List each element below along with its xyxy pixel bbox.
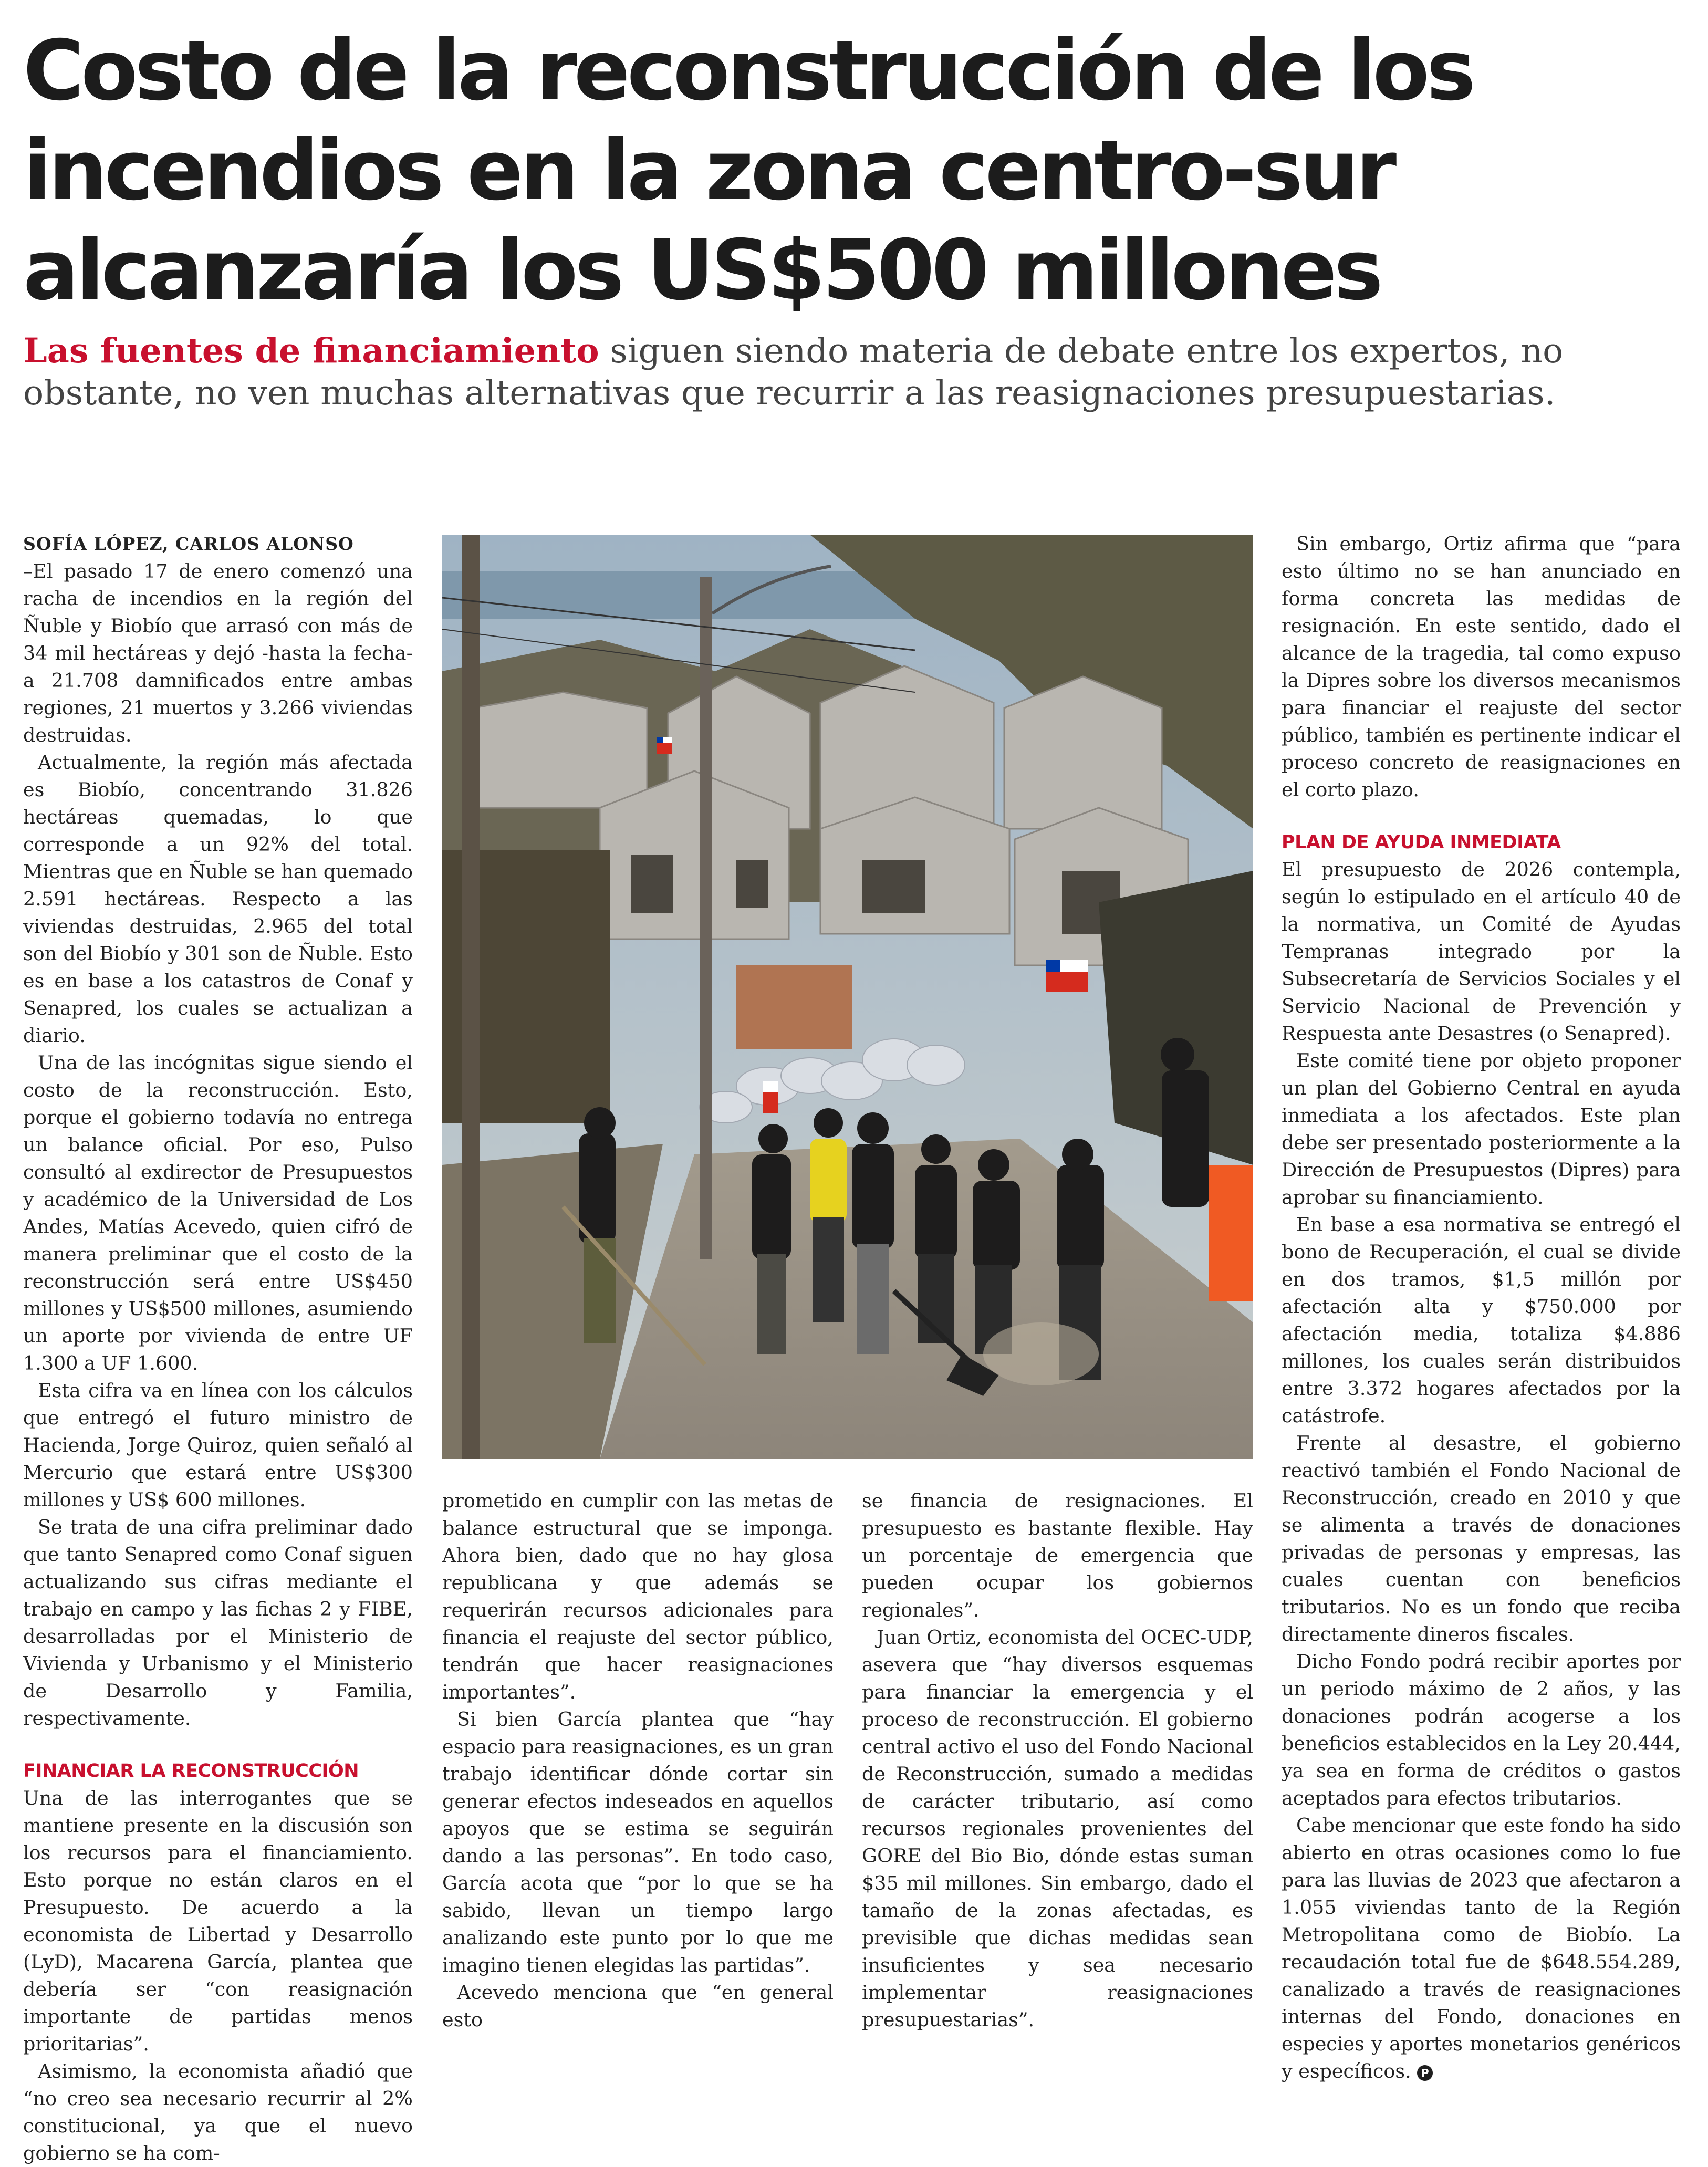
paragraph: Asimismo, la economista añadió que “no creo sea necesario recurrir al 2% constitucional, ya que el nuevo gobierno se ha com-	[23, 2060, 413, 2164]
paragraph: prometido en cumplir con las metas de balance estructural que se imponga. Ahora bien, dado que no hay glosa republicana y que además se requerirán recursos adicionales para financia el reajuste del sector público, tendrán que hacer reasignaciones importantes”.	[442, 1489, 834, 1703]
paragraph: Juan Ortiz, economista del OCEC-UDP, asevera que “hay diversos esquemas para financiar la emergencia y el proceso de reconstrucción. El gobierno central activo el uso del Fondo Nacional de Reconstrucción, sumado a medidas de carácter tributario, así como recursos regionales provenientes del GORE del Bio Bio, dónde estas suman $35 mil millones. Sin embargo, dado el tamaño de la zonas afectadas, es previsible que dichas medidas sean insuficientes y sea necesario implementar reasignaciones presupuestarias”.	[862, 1626, 1253, 2031]
paragraph: El presupuesto de 2026 contempla, según lo estipulado en el artículo 40 de la normativa, un Comité de Ayudas Tempranas integrado por la Subsecretaría de Servicios Sociales y el Servicio Nacional de Prevención y Respuesta ante Desastres (o Senapred).	[1282, 858, 1681, 1045]
paragraph-final-text: Cabe mencionar que este fondo ha sido abierto en otras ocasiones como lo fue para las lluvias de 2023 que afectaron a 1.055 viviendas tanto de la Región Metropolitana como de Biobío. La recaudación total fue de $648.554.289, canalizado a través de reasignaciones internas del Fondo, donaciones en especies y aportes monetarios genéricos y específicos.	[1282, 1814, 1681, 2082]
subhead-plan-ayuda: PLAN DE AYUDA INMEDIATA	[1282, 832, 1561, 853]
paragraph: Esta cifra va en línea con los cálculos que entregó el futuro ministro de Hacienda, Jorge Quiroz, quien señaló al Mercurio que estará entre US$300 millones y US$ 600 millones.	[23, 1379, 413, 1511]
article-column-4	[1282, 530, 1681, 2085]
paragraph: Una de las incógnitas sigue siendo el costo de la reconstrucción. Esto, porque el gobierno todavía no entrega un balance oficial. Por eso, Pulso consultó al exdirector de Presupuestos y académico de la Universidad de Los Andes, Matías Acevedo, quien cifró de manera preliminar que el costo de la reconstrucción será entre US$450 millones y US$500 millones, asumiendo un aporte por vivienda de entre UF 1.300 a UF 1.600.	[23, 1051, 413, 1374]
paragraph-final	[1282, 1812, 1681, 2085]
paragraph: Acevedo menciona que “en general esto	[442, 1981, 834, 2031]
paragraph: –El pasado 17 de enero comenzó una racha de incendios en la región del Ñuble y Biobío que arrasó con más de 34 mil hectáreas y dejó -hasta la fecha- a 21.708 damnificados entre ambas regiones, 21 muertos y 3.266 viviendas destruidas.	[23, 560, 413, 746]
paragraph: Actualmente, la región más afectada es Biobío, concentrando 31.826 hectáreas quemadas, lo que corresponde a un 92% del total. Mientras que en Ñuble se han quemado 2.591 hectáreas. Respecto a las viviendas destruidas, 2.965 del total son del Biobío y 301 son de Ñuble. Esto es en base a los catastros de Conaf y Senapred, los cuales se actualizan a diario.	[23, 751, 413, 1047]
subhead-financiar: FINANCIAR LA RECONSTRUCCIÓN	[23, 1760, 359, 1781]
paragraph: Una de las interrogantes que se mantiene presente en la discusión son los recursos para el financiamiento. Esto porque no están claros en el Presupuesto. De acuerdo a la economista de Libertad y Desarrollo (LyD), Macarena García, plantea que debería ser “con reasignación importante de partidas menos prioritarias”.	[23, 1787, 413, 2055]
paragraph: Sin embargo, Ortiz afirma que “para esto último no se han anunciado en forma concreta las medidas de resignación. En este sentido, dado el alcance de la tragedia, tal como expuso la Dipres sobre los diversos mecanismos para financiar el reajuste del sector público, también es pertinente indicar el proceso concreto de reasignaciones en el corto plazo.	[1282, 533, 1681, 801]
standfirst	[23, 330, 1683, 414]
article-column-2	[442, 1487, 834, 2034]
paragraph: Frente al desastre, el gobierno reactivó también el Fondo Nacional de Reconstrucción, creado en 2010 y que se alimenta a través de donaciones privadas de personas y empresas, las cuales cuentan con beneficios tributarios. No es un fondo que reciba directamente dineros fiscales.	[1282, 1432, 1681, 1645]
headline: Costo de la reconstrucción de los incendios en la zona centro-sur alcanzaría los US$500 millones	[23, 23, 1473, 319]
paragraph: Este comité tiene por objeto proponer un plan del Gobierno Central en ayuda inmediata a los afectados. Este plan debe ser presentado posteriormente a la Dirección de Presupuestos (Dipres) para aprobar su financiamiento.	[1282, 1049, 1681, 1208]
paragraph: En base a esa normativa se entregó el bono de Recuperación, el cual se divide en dos tramos, $1,5 millón por afectación alta y $750.000 por afectación media, totaliza $4.886 millones, los cuales serán distribuidos entre 3.372 hogares afectados por la catástrofe.	[1282, 1213, 1681, 1427]
paragraph: Dicho Fondo podrá recibir aportes por un periodo máximo de 2 años, y las donaciones podrán acogerse a los beneficios establecidos en la Ley 20.444, ya sea en forma de créditos o gastos aceptados para efectos tributarios.	[1282, 1650, 1681, 1809]
standfirst-lead: Las fuentes de financiamiento	[23, 331, 599, 371]
standfirst-rest: siguen siendo materia de debate entre los expertos, no obstante, no ven muchas alternativas que recurrir a las reasignaciones presupuestarias.	[23, 331, 1564, 413]
byline: SOFÍA LÓPEZ, CARLOS ALONSO	[23, 534, 354, 554]
article-column-1	[23, 530, 413, 2167]
paragraph: Si bien García plantea que “hay espacio para reasignaciones, es un gran trabajo identificar dónde cortar sin generar efectos indeseados en aquellos apoyos que se estima se seguirán dando a las personas”. En todo caso, García acota que “por lo que se ha sabido, llevan un tiempo largo analizando este punto por lo que me imagino tienen elegidas las partidas”.	[442, 1708, 834, 1976]
paragraph: se financia de resignaciones. El presupuesto es bastante flexible. Hay un porcentaje de emergencia que pueden ocupar los gobiernos regionales”.	[862, 1489, 1253, 1621]
news-photo	[442, 535, 1253, 1459]
paragraph: Se trata de una cifra preliminar dado que tanto Senapred como Conaf siguen actualizando sus cifras mediante el trabajo en campo y las fichas 2 y FIBE, desarrolladas por el Ministerio de Vivienda y Urbanismo y el Ministerio de Desarrollo y Familia, respectivamente.	[23, 1516, 413, 1730]
article-column-3	[862, 1487, 1253, 2034]
end-of-article-icon: P	[1417, 2065, 1433, 2081]
